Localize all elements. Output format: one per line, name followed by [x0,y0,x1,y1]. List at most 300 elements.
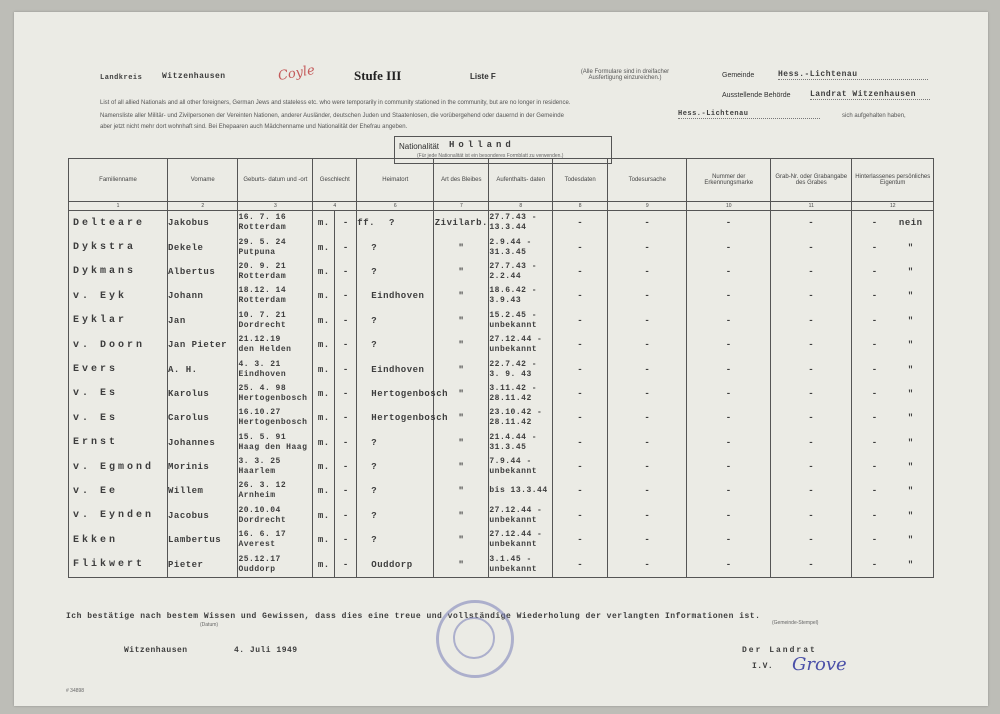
stay-dates-cell [489,431,553,455]
sex-cell [313,309,335,333]
col-number: 1 [69,202,168,211]
col-number: 8 [553,202,608,211]
property-text: - [871,242,878,253]
property-text: - [871,437,878,448]
table-row [69,552,934,577]
confirmation-text: Ich bestätige nach bestem Wissen und Gewissen, dass dies eine treue und vollständige Wiederholung der verlangten Informationen ist. [66,612,761,621]
first-name-cell [168,357,238,381]
death-cause-text: - [644,266,651,277]
death-date-text: - [577,242,584,253]
surname-cell [69,479,168,503]
death-date-text: - [577,437,584,448]
gemeinde-value: Hess.-Lichtenau [778,70,928,80]
stay-dates-text: 23.10.42 - [489,408,543,418]
birth-text: Averest [238,540,276,550]
col5-cell [335,309,357,333]
grave-text: - [808,388,815,399]
death-date-text: - [577,315,584,326]
death-date-text: - [577,266,584,277]
property-text: - [871,413,878,424]
sex-text: m. [317,462,330,473]
property-text: - [871,315,878,326]
home-cell [357,406,449,430]
col5-cell [335,528,357,552]
birth-text: Rotterdam [238,223,287,233]
death-date-text: - [577,388,584,399]
tag-cell [687,357,771,381]
birth-text: Eindhoven [238,369,287,379]
sex-text: m. [317,413,330,424]
death-date-cell [553,479,608,503]
death-date-text: - [577,364,584,375]
col-number: 10 [687,202,771,211]
col-header: Heimatort [357,159,434,202]
table-number-row [69,202,934,211]
col5-text: - [342,437,349,448]
col5-text: - [342,535,349,546]
death-date-cell [553,235,608,259]
sex-cell [313,211,335,236]
home-cell [357,333,434,357]
home-text: Ouddorp [371,559,413,570]
property-cell [852,357,934,381]
first-name-cell [168,552,238,577]
stay-type-cell [434,309,489,333]
stay-dates-cell [489,504,553,528]
home-cell [357,528,434,552]
table-row [69,211,934,236]
col5-text: - [342,315,349,326]
death-cause-cell [608,406,687,430]
tag-text: - [725,340,732,351]
first-name-text: Pieter [168,559,204,570]
death-date-text: - [577,535,584,546]
grave-text: - [808,315,815,326]
death-cause-text: - [644,462,651,473]
sex-cell [313,479,335,503]
col5-text: - [342,388,349,399]
death-cause-text: - [644,413,651,424]
home-cell [357,260,434,284]
property-text: " [907,413,914,424]
birth-text: 21.12.19 [238,335,281,345]
death-cause-text: - [644,437,651,448]
death-cause-cell [608,552,687,577]
surname-text: Dykmans [73,266,137,278]
grave-cell [771,333,852,357]
tag-cell [687,260,771,284]
grave-cell [771,406,852,430]
property-text: - [871,266,878,277]
stay-dates-text: 15.2.45 - [489,310,538,320]
home-text: ? [371,462,378,473]
birth-cell [238,211,313,236]
confirmation-sub: (Datum) [200,622,219,628]
surname-text: v. Doorn [73,339,146,351]
stay-type-cell [434,235,489,259]
col5-cell [335,504,357,528]
death-cause-text: - [644,315,651,326]
surname-text: v. Es [73,388,119,400]
property-cell [852,479,934,503]
first-name-cell [168,406,238,430]
col5-cell [335,211,357,236]
stay-dates-cell [489,333,553,357]
home-text: ? [371,242,378,253]
death-cause-text: - [644,535,651,546]
col5-text: - [342,218,349,229]
death-cause-cell [608,528,687,552]
grave-cell [771,504,852,528]
property-text: - [871,559,878,570]
birth-text: Arnheim [238,491,276,501]
stay-dates-text: unbekannt [489,540,538,550]
stay-type-text: " [458,388,465,399]
grave-text: - [808,486,815,497]
header-line-2: Namensliste aller Militär- und Zivilpersonen der Vereinten Nationen, anderer Ausländer, deutschen Juden und Staatenlosen, die vorübergehend oder dauernd in der Gemeinde [100,113,564,119]
stay-dates-text: 3.9.43 [489,296,522,306]
birth-text: 15. 5. 91 [238,432,287,442]
death-cause-cell [608,284,687,308]
birth-text: 3. 3. 25 [238,457,281,467]
death-date-cell [553,504,608,528]
birth-text: 20.10.04 [238,505,281,515]
property-text: " [907,364,914,375]
nationality-value: Holland [449,140,515,150]
tag-cell [687,309,771,333]
home-cell [357,357,434,381]
stay-dates-text: unbekannt [489,564,538,574]
surname-cell [69,260,168,284]
tag-cell [687,528,771,552]
property-cell [852,211,934,236]
stay-dates-cell [489,260,553,284]
col5-text: - [342,413,349,424]
stufe-title: Stufe III [354,68,402,83]
surname-cell [69,309,168,333]
stay-dates-text: 3. 9. 43 [489,369,532,379]
death-date-text: - [577,340,584,351]
signer-title: Der Landrat [742,646,817,655]
grave-cell [771,260,852,284]
date: 4. Juli 1949 [234,646,298,655]
grave-text: - [808,340,815,351]
stay-dates-text: unbekannt [489,467,538,477]
birth-text: 18.12. 14 [238,286,287,296]
col5-text: - [342,486,349,497]
property-cell [852,309,934,333]
tag-text: - [725,413,732,424]
home-text: ? [371,486,378,497]
first-name-text: Lambertus [168,535,222,546]
death-cause-cell [608,260,687,284]
property-text: nein [898,218,923,229]
col5-cell [335,406,357,430]
birth-text: 4. 3. 21 [238,359,281,369]
surname-text: v. Egmond [73,461,155,473]
sex-text: m. [317,218,330,229]
property-cell [852,552,934,577]
col5-cell [335,284,357,308]
birth-text: Dordrecht [238,320,287,330]
first-name-text: Jan Pieter [168,340,228,351]
grave-text: - [808,218,815,229]
grave-cell [771,357,852,381]
property-cell [852,235,934,259]
col5-text: - [342,364,349,375]
tag-text: - [725,486,732,497]
property-text: " [907,340,914,351]
behoerde-label: Ausstellende Behörde [722,92,791,99]
birth-text: 26. 3. 12 [238,481,287,491]
stay-type-text: " [458,510,465,521]
table-row [69,455,934,479]
col-header: Familienname [69,159,168,202]
tag-text: - [725,291,732,302]
property-cell [852,528,934,552]
col5-text: - [342,242,349,253]
birth-cell [238,455,313,479]
death-date-text: - [577,218,584,229]
birth-text: Rotterdam [238,271,287,281]
stay-dates-text: 27.12.44 - [489,530,543,540]
property-text: - [871,291,878,302]
grave-cell [771,479,852,503]
stay-dates-text: 3.11.42 - [489,383,538,393]
home-text: ? [371,437,378,448]
home-text: Hertogenbosch [371,413,449,424]
grave-cell [771,382,852,406]
birth-text: 25. 4. 98 [238,383,287,393]
stay-dates-cell [489,284,553,308]
stay-dates-text: unbekannt [489,345,538,355]
stay-type-cell [434,552,489,577]
first-name-text: Carolus [168,413,210,424]
stay-dates-text: 27.12.44 - [489,335,543,345]
grave-text: - [808,266,815,277]
stay-type-text: " [458,462,465,473]
tag-text: - [725,559,732,570]
birth-cell [238,382,313,406]
stay-dates-cell [489,479,553,503]
grave-text: - [808,559,815,570]
first-name-text: Dekele [168,242,204,253]
birth-text: 20. 9. 21 [238,261,287,271]
stay-dates-cell [489,309,553,333]
death-date-text: - [577,291,584,302]
death-cause-cell [608,333,687,357]
stay-type-text: " [458,559,465,570]
death-cause-cell [608,309,687,333]
stay-dates-cell [489,382,553,406]
surname-text: Eyklar [73,315,128,327]
stay-dates-text: 3.1.45 - [489,554,532,564]
col-number: 4 [313,202,357,211]
col5-text: - [342,266,349,277]
header-line-3: aber jetzt nicht mehr dort wohnhaft sind. Bei Ehepaaren auch Mädchenname und Nationalität der Ehefrau angeben. [100,124,408,130]
col-header: Art des Bleibes [434,159,489,202]
sex-text: m. [317,535,330,546]
table-row [69,235,934,259]
table-row [69,309,934,333]
birth-text: Putpuna [238,247,276,257]
stay-type-text: " [458,266,465,277]
tag-cell [687,431,771,455]
stay-type-text: " [458,364,465,375]
property-cell [852,431,934,455]
death-cause-cell [608,504,687,528]
stay-dates-cell [489,406,553,430]
death-date-cell [553,333,608,357]
col-number: 11 [771,202,852,211]
table-row [69,504,934,528]
table-row [69,284,934,308]
tag-text: - [725,242,732,253]
surname-text: v. Eynden [73,510,155,522]
birth-text: Hertogenbosch [238,418,308,428]
surname-text: Flikwert [73,559,146,571]
property-text: - [871,510,878,521]
death-cause-cell [608,211,687,236]
death-date-cell [553,260,608,284]
col5-cell [335,479,357,503]
first-name-text: Willem [168,486,204,497]
property-text: " [907,486,914,497]
first-name-text: Morinis [168,462,210,473]
birth-text: 16. 6. 17 [238,530,287,540]
stay-dates-cell [489,552,553,577]
table-row [69,431,934,455]
col-number: 7 [434,202,489,211]
death-date-cell [553,455,608,479]
col5-cell [335,333,357,357]
surname-cell [69,357,168,381]
col5-cell [335,382,357,406]
stay-type-cell [434,284,489,308]
col-header: Nummer der Erkennungsmarke [687,159,771,202]
grave-text: - [808,510,815,521]
tag-text: - [725,510,732,521]
birth-text: 16. 7. 16 [238,213,287,223]
stay-dates-text: 13.3.44 [489,223,527,233]
col5-text: - [342,510,349,521]
stay-dates-text: 28.11.42 [489,418,532,428]
surname-cell [69,431,168,455]
property-text: - [871,218,878,229]
birth-text: 25.12.17 [238,554,281,564]
stay-dates-text: 18.6.42 - [489,286,538,296]
surname-cell [69,406,168,430]
col-number: 8 [489,202,553,211]
stay-dates-cell [489,357,553,381]
property-cell [852,504,934,528]
header-line-1: List of all allied Nationals and all other foreigners, German Jews and stateless etc. who were temporarily in community stationed in the community, but are no longer in residence. [100,100,571,106]
property-text: " [907,242,914,253]
birth-cell [238,357,313,381]
first-name-cell [168,284,238,308]
first-name-cell [168,211,238,236]
death-date-text: - [577,413,584,424]
form-note: (Alle Formulare sind in dreifacher Ausfertigung einzureichen.) [580,69,670,81]
home-text: Hertogenbosch [371,388,449,399]
birth-text: Ouddorp [238,564,276,574]
tag-cell [687,504,771,528]
first-name-text: Albertus [168,266,216,277]
stay-type-cell [434,211,489,236]
table-row [69,382,934,406]
death-date-text: - [577,559,584,570]
death-cause-cell [608,455,687,479]
first-name-cell [168,455,238,479]
stay-type-cell [434,479,489,503]
property-cell [852,260,934,284]
col-header: Todesdaten [553,159,608,202]
birth-cell [238,333,313,357]
death-cause-text: - [644,364,651,375]
first-name-text: Karolus [168,388,210,399]
stamp-label: (Gemeinde-Stempel) [772,620,819,626]
sex-text: m. [317,559,330,570]
sex-text: m. [317,315,330,326]
surname-text: Ernst [73,437,119,449]
official-stamp [436,600,514,678]
stay-dates-text: 21.4.44 - [489,432,538,442]
stay-dates-text: 27.7.43 - [489,261,538,271]
grave-cell [771,309,852,333]
tag-cell [687,455,771,479]
home-text: Eindhoven [371,291,425,302]
tag-text: - [725,462,732,473]
grave-cell [771,235,852,259]
birth-cell [238,552,313,577]
stay-type-cell [434,333,489,357]
stay-dates-text: 28.11.42 [489,393,532,403]
birth-text: Hertogenbosch [238,393,308,403]
property-text: " [907,559,914,570]
surname-cell [69,211,168,236]
birth-cell [238,284,313,308]
home-text: ? [371,510,378,521]
stay-dates-text: 22.7.42 - [489,359,538,369]
sex-text: m. [317,486,330,497]
first-name-cell [168,431,238,455]
grave-cell [771,284,852,308]
stay-dates-text: 2.2.44 [489,271,522,281]
col-number: 2 [168,202,238,211]
table-row [69,528,934,552]
home-cell [357,431,434,455]
home-text: ? [371,535,378,546]
table-row [69,406,934,430]
home-text: ? [371,340,378,351]
death-date-cell [553,309,608,333]
property-cell [852,382,934,406]
sex-text: m. [317,266,330,277]
table-row [69,479,934,503]
col-number: 6 [357,202,434,211]
surname-text: Evers [73,364,119,376]
death-date-cell [553,382,608,406]
foreigner-list-table [68,158,934,578]
property-text: " [907,510,914,521]
grave-cell [771,552,852,577]
property-cell [852,333,934,357]
death-cause-text: - [644,559,651,570]
birth-text: 10. 7. 21 [238,310,287,320]
death-date-cell [553,284,608,308]
tag-text: - [725,218,732,229]
stay-type-text: " [458,413,465,424]
